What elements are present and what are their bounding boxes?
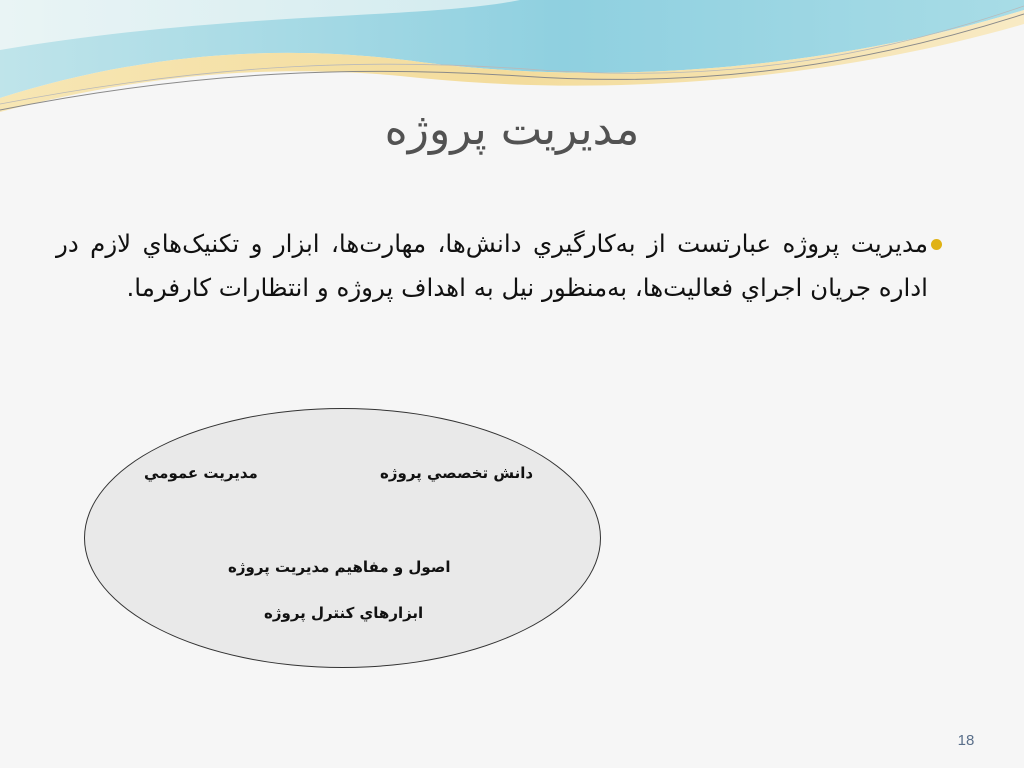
bullet-paragraph [56,222,964,310]
bullet-text: مديريت پروژه عبارتست از به‌کارگيري دانش‌ها، مهارت‌ها، ابزار و تکنيک‌هاي لازم در اداره جريان اجراي فعاليت‌ها، به‌منظور نيل به اهداف پروژه و انتظارات کارفرما. [56,229,928,302]
slide-title: مدیریت پروژه [384,104,640,155]
concept-ellipse [84,408,601,668]
label-principles: اصول و مفاهيم مدیریت پروژه [228,558,451,576]
label-tools: ابزارهاي کنترل پروژه [264,604,424,622]
label-specialized-knowledge: دانش تخصصي پروژه [380,464,534,482]
page-number: 18 [957,732,975,749]
label-general-management: مدیریت عمومي [144,464,258,482]
